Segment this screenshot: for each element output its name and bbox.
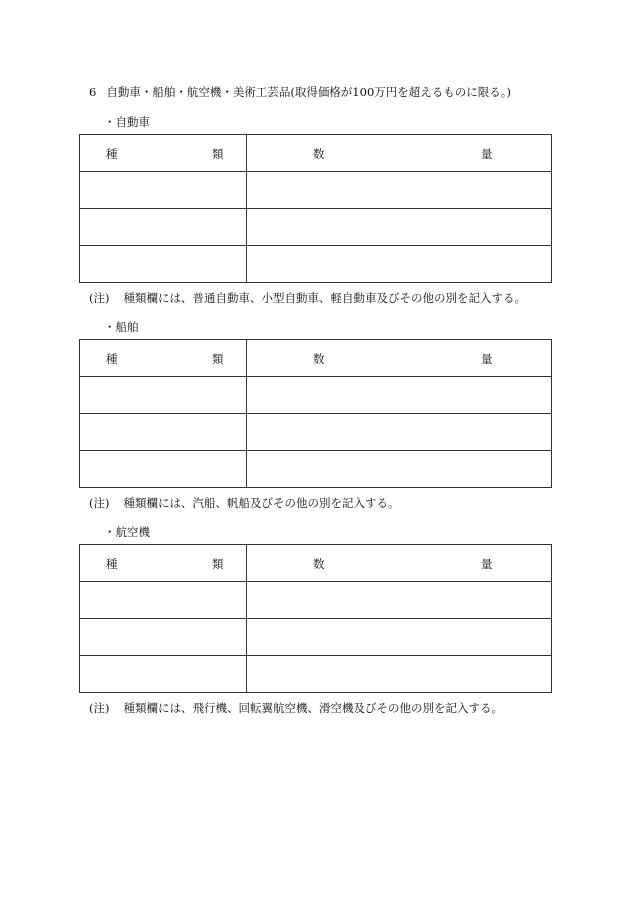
quantity-cell[interactable] (247, 619, 552, 656)
kind-cell[interactable] (80, 209, 247, 246)
header-qty-char1: 数 (313, 557, 325, 571)
header-qty-char2: 量 (481, 147, 493, 161)
quantity-cell[interactable] (247, 209, 552, 246)
header-kind-char2: 類 (212, 147, 224, 161)
note-text: 種類欄には、汽船、帆船及びその他の別を記入する。 (123, 496, 400, 510)
header-kind-char2: 類 (212, 557, 224, 571)
quantity-cell[interactable] (247, 451, 552, 488)
section-number: 6 (89, 85, 97, 99)
table-header-row (80, 340, 552, 377)
header-quantity (247, 545, 552, 582)
header-qty-char1: 数 (313, 352, 325, 366)
note-tag: (注) (89, 291, 110, 305)
automobile-table (79, 134, 552, 283)
quantity-cell[interactable] (247, 656, 552, 693)
section-title: 自動車・船舶・航空機・美術工芸品(取得価格が100万円を超えるものに限る。) (106, 85, 511, 99)
header-kind (80, 135, 247, 172)
note-automobile (89, 290, 526, 306)
aircraft-table (79, 544, 552, 693)
table-row (80, 377, 552, 414)
table-row (80, 414, 552, 451)
note-tag: (注) (89, 701, 110, 715)
table-header-row (80, 545, 552, 582)
table-row (80, 209, 552, 246)
quantity-cell[interactable] (247, 377, 552, 414)
kind-cell[interactable] (80, 582, 247, 619)
header-kind-char1: 種 (106, 557, 118, 571)
header-kind (80, 340, 247, 377)
kind-cell[interactable] (80, 172, 247, 209)
subsection-label-ship: ・船舶 (104, 320, 139, 334)
kind-cell[interactable] (80, 414, 247, 451)
header-kind-char2: 類 (212, 352, 224, 366)
header-quantity (247, 340, 552, 377)
kind-cell[interactable] (80, 377, 247, 414)
table-row (80, 619, 552, 656)
kind-cell[interactable] (80, 246, 247, 283)
table-row (80, 246, 552, 283)
header-qty-char2: 量 (481, 557, 493, 571)
quantity-cell[interactable] (247, 582, 552, 619)
ship-table (79, 339, 552, 488)
note-ship (89, 495, 399, 511)
quantity-cell[interactable] (247, 414, 552, 451)
table-row (80, 172, 552, 209)
note-aircraft (89, 700, 503, 716)
note-tag: (注) (89, 496, 110, 510)
section-heading (89, 84, 511, 100)
header-kind (80, 545, 247, 582)
quantity-cell[interactable] (247, 172, 552, 209)
kind-cell[interactable] (80, 619, 247, 656)
table-header-row (80, 135, 552, 172)
quantity-cell[interactable] (247, 246, 552, 283)
table-row (80, 451, 552, 488)
note-text: 種類欄には、飛行機、回転翼航空機、滑空機及びその他の別を記入する。 (123, 701, 503, 715)
header-quantity (247, 135, 552, 172)
header-kind-char1: 種 (106, 147, 118, 161)
header-qty-char2: 量 (481, 352, 493, 366)
table-row (80, 656, 552, 693)
subsection-label-aircraft: ・航空機 (104, 525, 150, 539)
kind-cell[interactable] (80, 656, 247, 693)
kind-cell[interactable] (80, 451, 247, 488)
note-text: 種類欄には、普通自動車、小型自動車、軽自動車及びその他の別を記入する。 (123, 291, 526, 305)
header-kind-char1: 種 (106, 352, 118, 366)
table-row (80, 582, 552, 619)
subsection-label-automobile: ・自動車 (104, 115, 150, 129)
header-qty-char1: 数 (313, 147, 325, 161)
